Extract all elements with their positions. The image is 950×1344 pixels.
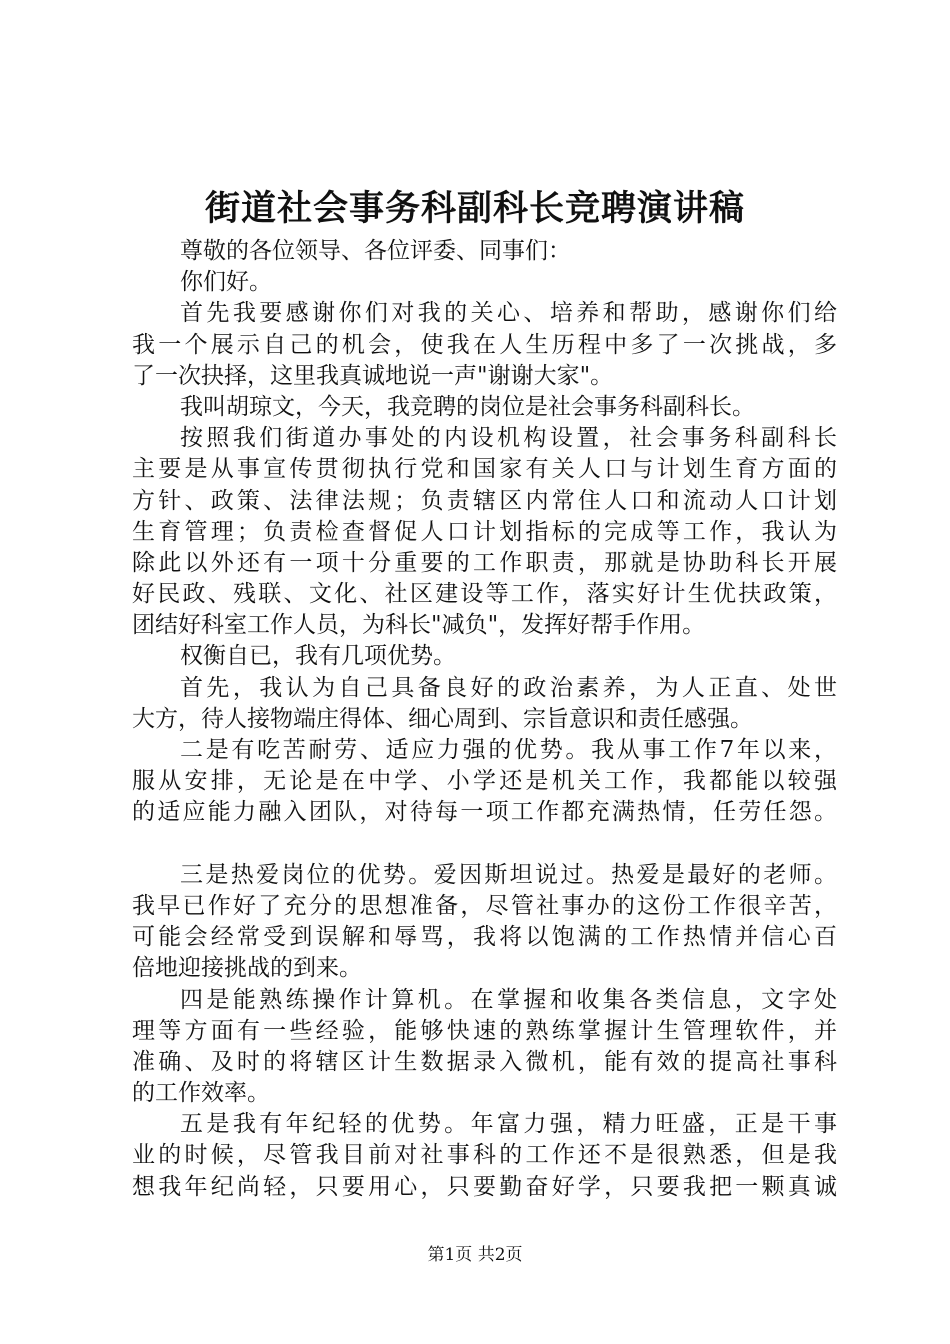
text-line: 主要是从事宣传贯彻执行党和国家有关人口与计划生育方面的 [132,456,837,483]
text-line: 的适应能力融入团队，对待每一项工作都充满热情，任劳任怨。 [132,799,837,826]
text-line: 团结好科室工作人员，为科长"减负"，发挥好帮手作用。 [132,612,706,639]
text-line: 方针、政策、法律法规；负责辖区内常住人口和流动人口计划 [132,487,837,514]
text-line: 我叫胡琼文，今天，我竞聘的岗位是社会事务科副科长。 [180,393,755,420]
text-line: 首先，我认为自己具备良好的政治素养，为人正直、处世 [180,674,837,701]
text-line: 五是我有年纪轻的优势。年富力强，精力旺盛，正是干事 [180,1111,837,1138]
text-line: 业的时候，尽管我目前对社事科的工作还不是很熟悉，但是我 [132,1142,837,1169]
text-line: 可能会经常受到误解和辱骂，我将以饱满的工作热情并信心百 [132,924,837,951]
text-line: 准确、及时的将辖区计生数据录入微机，能有效的提高社事科 [132,1048,837,1075]
text-line: 尊敬的各位领导、各位评委、同事们： [180,238,571,264]
document-title: 街道社会事务科副科长竞聘演讲稿 [204,188,745,229]
text-line: 除此以外还有一项十分重要的工作职责，那就是协助科长开展 [132,549,837,576]
text-line: 大方，待人接物端庄得体、细心周到、宗旨意识和责任感强。 [132,705,753,732]
text-line: 四是能熟练操作计算机。在掌握和收集各类信息，文字处 [180,986,837,1013]
text-line: 了一次抉择，这里我真诚地说一声"谢谢大家"。 [132,362,614,389]
text-line: 二是有吃苦耐劳、适应力强的优势。我从事工作7年以来， [180,737,837,763]
text-line: 倍地迎接挑战的到来。 [132,955,362,982]
text-line: 三是热爱岗位的优势。爱因斯坦说过。热爱是最好的老师。 [180,861,837,888]
text-line: 想我年纪尚轻，只要用心，只要勤奋好学，只要我把一颗真诚 [132,1173,837,1200]
text-line: 你们好。 [180,269,272,296]
text-line: 首先我要感谢你们对我的关心、培养和帮助，感谢你们给 [180,300,837,327]
text-line: 好民政、残联、文化、社区建设等工作，落实好计生优扶政策， [132,581,837,608]
text-line: 我早已作好了充分的思想准备，尽管社事办的这份工作很辛苦， [132,892,837,919]
document-body [132,236,837,1203]
page-number-footer: 第1页 共2页 [427,1245,523,1265]
text-line: 权衡自已，我有几项优势。 [180,643,456,670]
text-line: 服从安排，无论是在中学、小学还是机关工作，我都能以较强 [132,768,837,795]
text-line: 的工作效率。 [132,1080,270,1107]
text-line: 我一个展示自己的机会，使我在人生历程中多了一次挑战，多 [132,331,837,358]
text-line: 按照我们街道办事处的内设机构设置，社会事务科副科长 [180,425,837,452]
text-line: 生育管理；负责检查督促人口计划指标的完成等工作，我认为 [132,518,837,545]
text-line: 理等方面有一些经验，能够快速的熟练掌握计生管理软件，并 [132,1017,837,1044]
blank-line [132,829,837,860]
